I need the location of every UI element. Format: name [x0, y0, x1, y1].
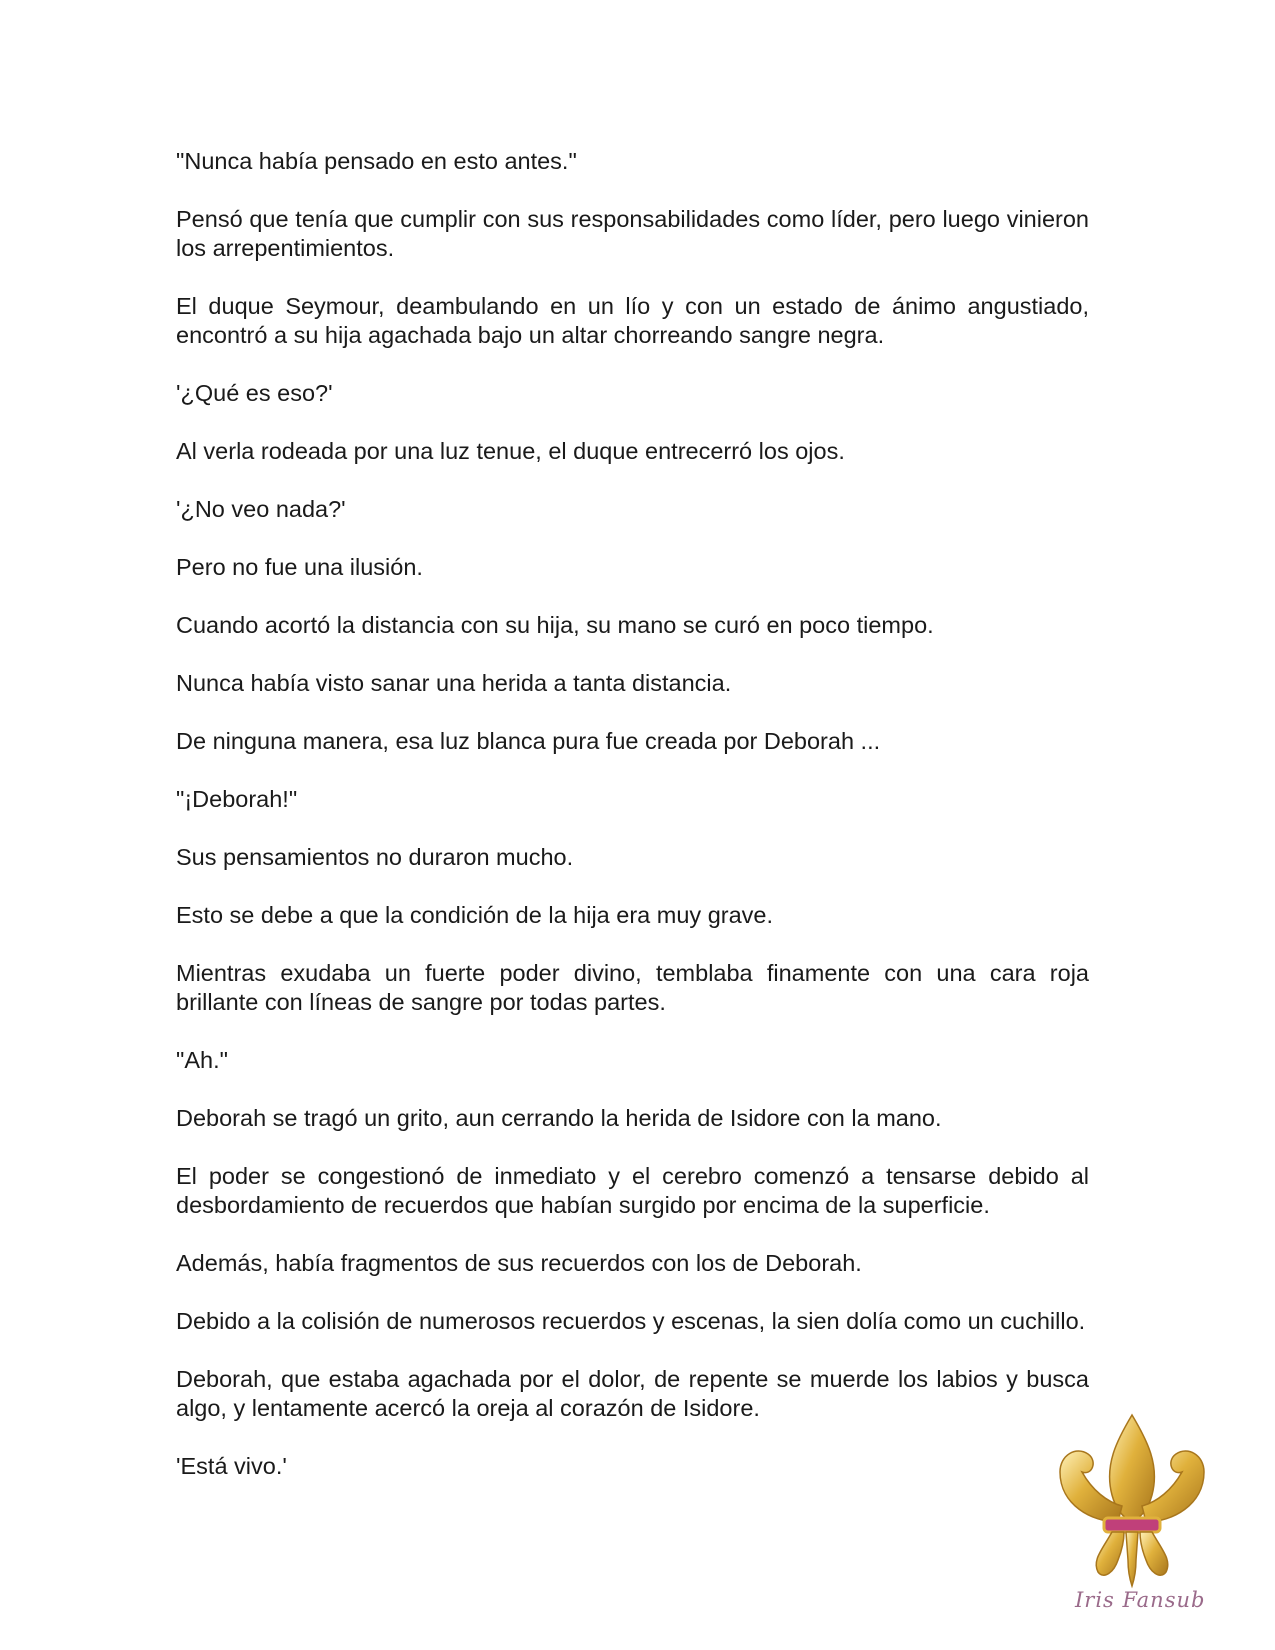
paragraph: Cuando acortó la distancia con su hija, su mano se curó en poco tiempo.	[176, 612, 934, 638]
paragraph: 'Está vivo.'	[176, 1453, 287, 1479]
paragraph: De ninguna manera, esa luz blanca pura fue creada por Deborah ...	[176, 728, 881, 754]
paragraph: Pensó que tenía que cumplir con sus responsabilidades como líder, pero luego vinieron los arrepentimientos.	[176, 206, 1089, 261]
document-body	[176, 147, 1089, 1510]
paragraph: Deborah, que estaba agachada por el dolor, de repente se muerde los labios y busca algo, y lentamente acercó la oreja al corazón de Isidore.	[176, 1366, 1089, 1421]
paragraph: El duque Seymour, deambulando en un lío y con un estado de ánimo angustiado, encontró a su hija agachada bajo un altar chorreando sangre negra.	[176, 293, 1089, 348]
watermark-text: Iris Fansub	[1075, 1588, 1206, 1612]
paragraph: Al verla rodeada por una luz tenue, el duque entrecerró los ojos.	[176, 438, 845, 464]
paragraph: Pero no fue una ilusión.	[176, 554, 423, 580]
paragraph: '¿Qué es eso?'	[176, 380, 333, 406]
paragraph: Nunca había visto sanar una herida a tanta distancia.	[176, 670, 732, 696]
paragraph: Sus pensamientos no duraron mucho.	[176, 844, 574, 870]
paragraph: Deborah se tragó un grito, aun cerrando la herida de Isidore con la mano.	[176, 1105, 942, 1131]
fleur-de-lis-icon	[1052, 1410, 1212, 1615]
paragraph: Además, había fragmentos de sus recuerdos con los de Deborah.	[176, 1250, 862, 1276]
paragraph: El poder se congestionó de inmediato y el cerebro comenzó a tensarse debido al desbordamiento de recuerdos que habían surgido por encima de la superficie.	[176, 1163, 1089, 1218]
paragraph: Mientras exudaba un fuerte poder divino, temblaba finamente con una cara roja brillante con líneas de sangre por todas partes.	[176, 960, 1089, 1015]
paragraph: '¿No veo nada?'	[176, 496, 346, 522]
paragraph: "Nunca había pensado en esto antes."	[176, 148, 577, 174]
paragraph: "Ah."	[176, 1047, 228, 1073]
paragraph: Debido a la colisión de numerosos recuerdos y escenas, la sien dolía como un cuchillo.	[176, 1308, 1086, 1334]
paragraph: Esto se debe a que la condición de la hija era muy grave.	[176, 902, 774, 928]
paragraph: "¡Deborah!"	[176, 786, 298, 812]
